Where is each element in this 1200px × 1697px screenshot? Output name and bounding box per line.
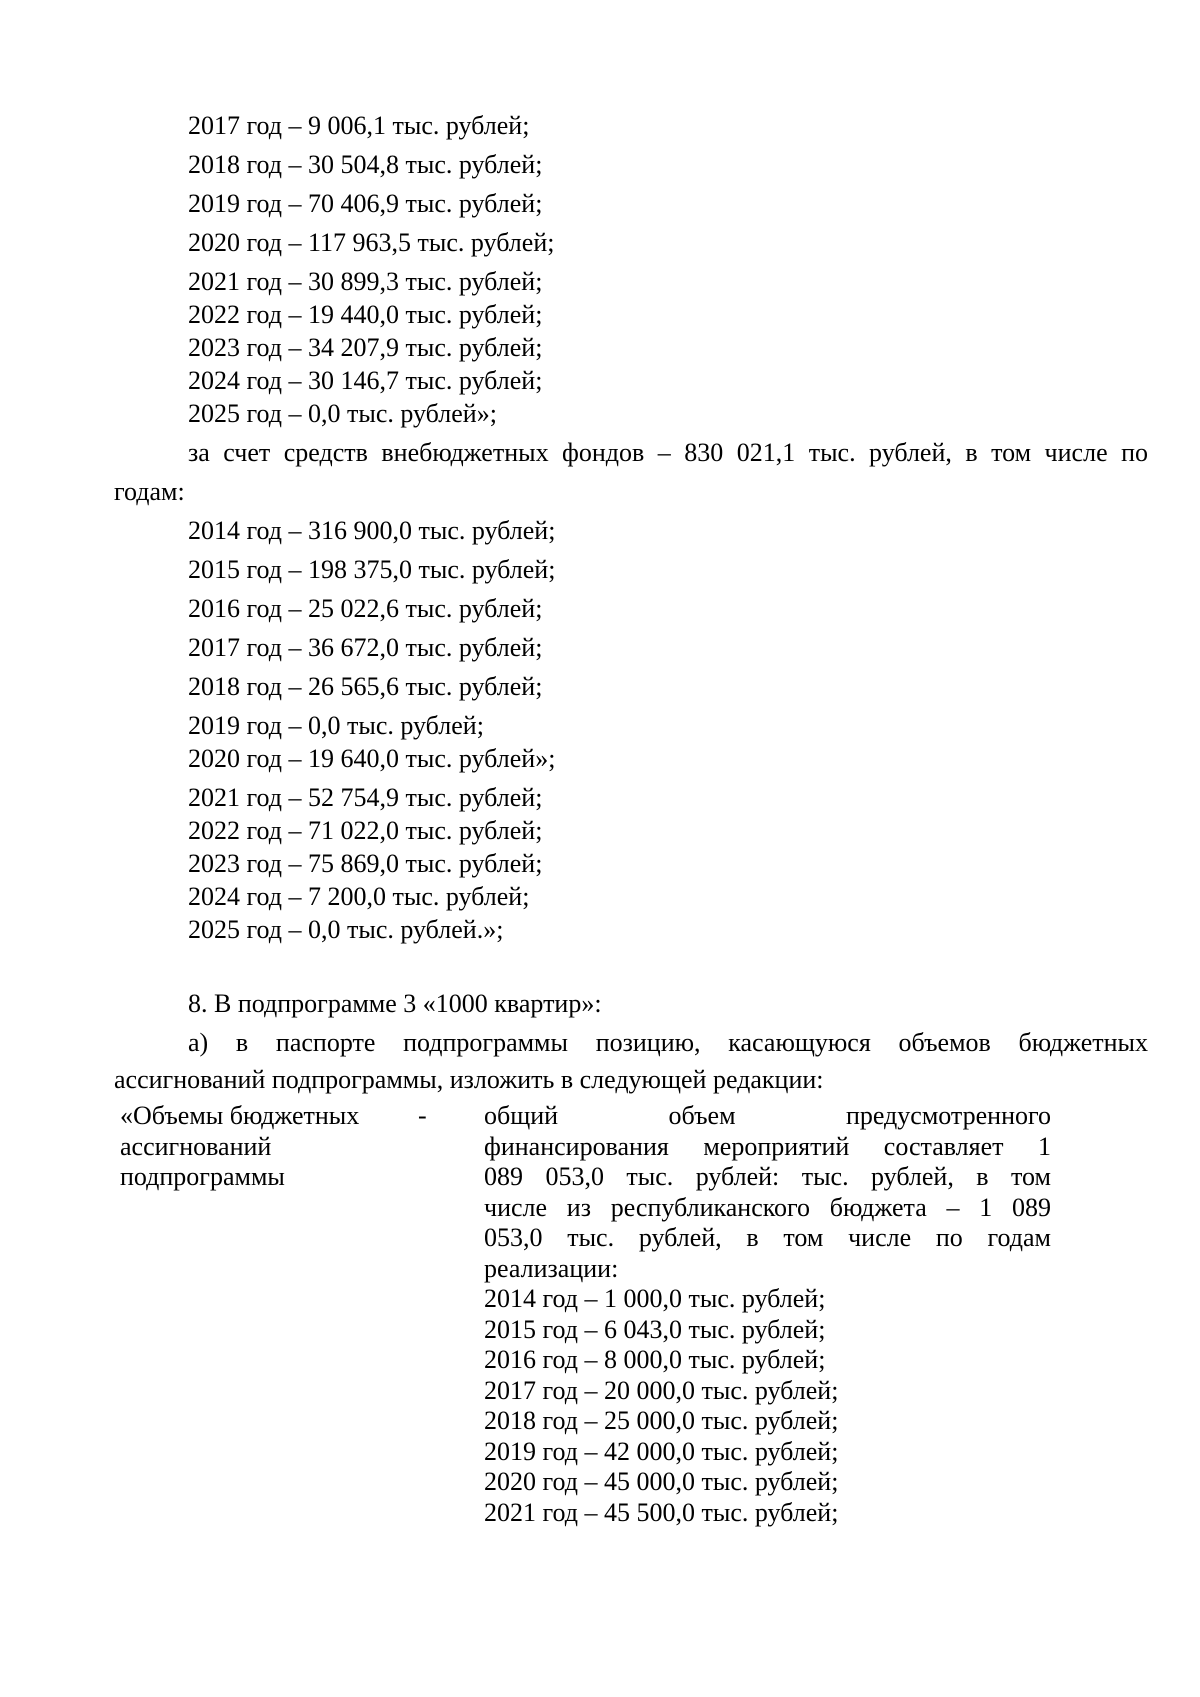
funds-line-2023: 2023 год – 75 869,0 тыс. рублей; [188,849,543,878]
passport-year-line: 2019 год – 42 000,0 тыс. рублей; [484,1436,839,1466]
budget-line-2020: 2020 год – 117 963,5 тыс. рублей; [188,228,555,257]
passport-year-line: 2017 год – 20 000,0 тыс. рублей; [484,1375,839,1405]
funds-line-2025: 2025 год – 0,0 тыс. рублей.»; [188,915,504,944]
funds-line-2022: 2022 год – 71 022,0 тыс. рублей; [188,816,543,845]
passport-label-line: «Объемы бюджетных [120,1101,360,1130]
funds-line-2015: 2015 год – 198 375,0 тыс. рублей; [188,555,556,584]
funds-line-2021: 2021 год – 52 754,9 тыс. рублей; [188,783,543,812]
item-a-line2: ассигнований подпрограммы, изложить в следующей редакции: [114,1065,824,1094]
budget-line-2025: 2025 год – 0,0 тыс. рублей»; [188,399,497,428]
passport-value-line: общий объем предусмотренного [484,1101,1051,1130]
passport-year-line: 2020 год – 45 000,0 тыс. рублей; [484,1467,839,1496]
budget-line-2023: 2023 год – 34 207,9 тыс. рублей; [188,333,543,362]
budget-line-2021: 2021 год – 30 899,3 тыс. рублей; [188,267,543,296]
funds-line-2019: 2019 год – 0,0 тыс. рублей; [188,711,484,740]
budget-line-2018: 2018 год – 30 504,8 тыс. рублей; [188,150,543,179]
funds-intro-line2: годам: [114,477,185,506]
passport-label-line: ассигнований [120,1131,272,1161]
funds-line-2024: 2024 год – 7 200,0 тыс. рублей; [188,882,530,911]
passport-value-line: финансирования мероприятий составляет 1 [484,1131,1051,1161]
passport-value [484,1101,1051,1528]
budget-line-2017: 2017 год – 9 006,1 тыс. рублей; [188,111,530,140]
passport-value-line: числе из республиканского бюджета – 1 089 [484,1192,1051,1222]
passport-year-line: 2014 год – 1 000,0 тыс. рублей; [484,1284,826,1313]
funds-line-2018: 2018 год – 26 565,6 тыс. рублей; [188,672,543,701]
funds-line-2020: 2020 год – 19 640,0 тыс. рублей»; [188,744,556,773]
passport-year-line: 2018 год – 25 000,0 тыс. рублей; [484,1406,839,1435]
passport-label-line: подпрограммы [120,1162,285,1191]
passport-year-line: 2015 год – 6 043,0 тыс. рублей; [484,1314,826,1344]
passport-year-line: 2016 год – 8 000,0 тыс. рублей; [484,1345,826,1374]
passport-label [120,1101,410,1193]
funds-line-2014: 2014 год – 316 900,0 тыс. рублей; [188,516,556,545]
funds-line-2017: 2017 год – 36 672,0 тыс. рублей; [188,633,543,662]
passport-dash: - [418,1101,427,1130]
item-a-line1: а) в паспорте подпрограммы позицию, касающуюся объемов бюджетных [188,1028,1148,1057]
passport-value-line: реализации: [484,1253,619,1283]
passport-year-line: 2021 год – 45 500,0 тыс. рублей; [484,1497,839,1527]
budget-line-2022: 2022 год – 19 440,0 тыс. рублей; [188,300,543,329]
section-8-heading: 8. В подпрограмме 3 «1000 квартир»: [188,989,602,1018]
funds-intro-line1: за счет средств внебюджетных фондов – 830 021,1 тыс. рублей, в том числе по [188,438,1148,467]
passport-value-line: 089 053,0 тыс. рублей: тыс. рублей, в том [484,1162,1051,1191]
funds-line-2016: 2016 год – 25 022,6 тыс. рублей; [188,594,543,623]
budget-line-2019: 2019 год – 70 406,9 тыс. рублей; [188,189,543,218]
budget-line-2024: 2024 год – 30 146,7 тыс. рублей; [188,366,543,395]
passport-value-line: 053,0 тыс. рублей, в том числе по годам [484,1223,1051,1252]
